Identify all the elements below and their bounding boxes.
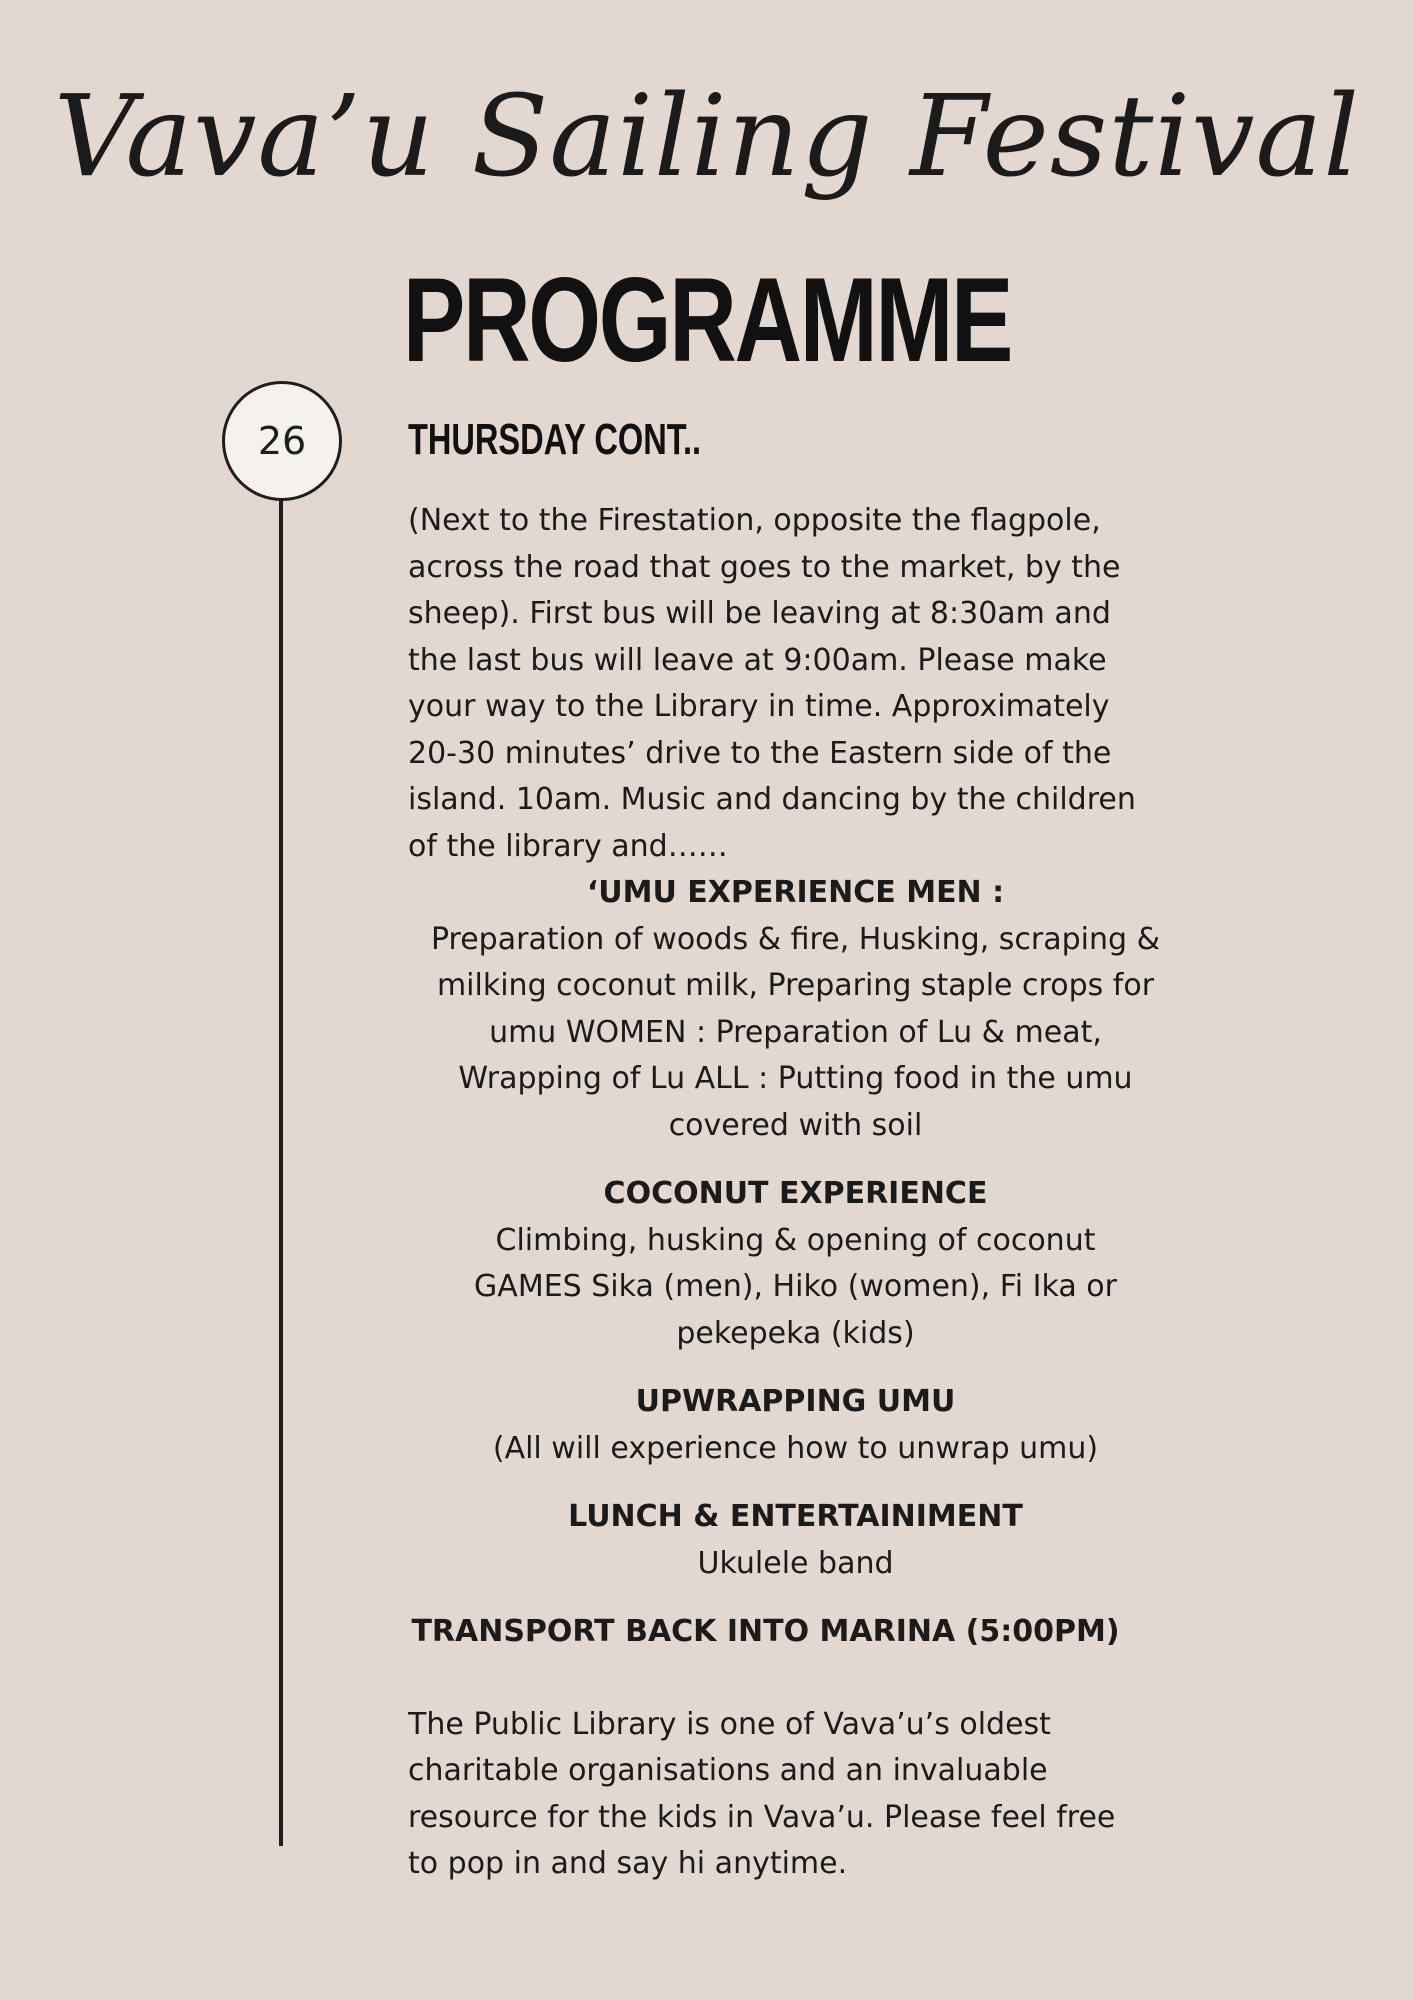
timeline-line: [279, 496, 283, 1846]
day-heading: THURSDAY CONT..: [408, 415, 702, 464]
activity-title: LUNCH & ENTERTAINIMENT: [568, 1499, 1023, 1534]
activity-title: TRANSPORT BACK INTO MARINA (5:00PM): [411, 1614, 1120, 1649]
programme-content: [408, 498, 1183, 1888]
activity-coconut-experience: [408, 1171, 1183, 1357]
activity-title: ‘UMU EXPERIENCE MEN :: [586, 875, 1005, 910]
activity-lunch-entertainment: [408, 1494, 1183, 1587]
activity-umu-experience: [408, 870, 1183, 1149]
activity-transport-back: [408, 1609, 1183, 1656]
intro-paragraph: (Next to the Firestation, opposite the flagpole, across the road that goes to the market, by the sheep). First bus will be leaving at 8:30am and the last bus will leave at 9:00am. Please make your way to the Library in time. Approximately 20-30 minutes’ drive to the Eastern side of the island. 10am. Music and dancing by the children of the library and……: [408, 503, 1136, 864]
day-circle: [222, 381, 342, 501]
festival-title: Vava’u Sailing Festival: [53, 72, 1361, 202]
activity-description: Climbing, husking & opening of coconut GAMES Sika (men), Hiko (women), Fi Ika or pekepeka (kids): [474, 1222, 1117, 1351]
activity-description: (All will experience how to unwrap umu): [492, 1430, 1099, 1466]
activity-description: Preparation of woods & fire, Husking, scraping & milking coconut milk, Preparing staple crops for umu WOMEN : Preparation of Lu & meat, Wrapping of Lu ALL : Putting food in the umu covered with soil: [430, 921, 1161, 1143]
programme-title: PROGRAMME: [402, 253, 1012, 387]
activity-description: Ukulele band: [697, 1545, 894, 1581]
activity-title: UPWRAPPING UMU: [635, 1384, 956, 1419]
activity-upwrapping-umu: [408, 1379, 1183, 1472]
activity-title: COCONUT EXPERIENCE: [603, 1176, 988, 1211]
day-number: 26: [257, 419, 307, 463]
closing-paragraph: The Public Library is one of Vava’u’s oldest charitable organisations and an invaluable resource for the kids in Vava’u. Please feel free to pop in and say hi anytime.: [408, 1706, 1116, 1881]
